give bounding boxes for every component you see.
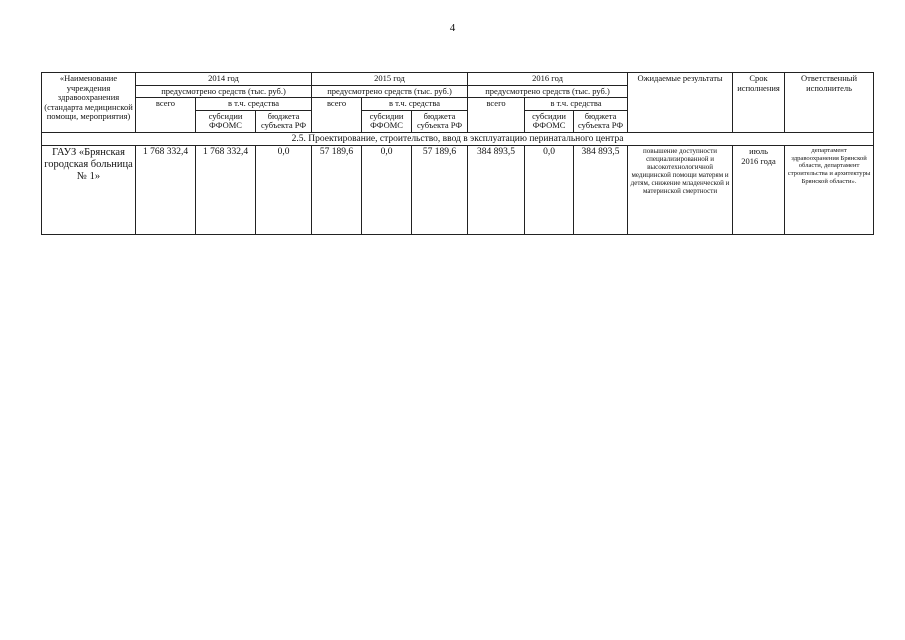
header-total-2014: всего <box>136 98 196 133</box>
responsible-executor: департамент здравоохранения Брянской области, департамент строительства и архитектуры Брянской области». <box>785 146 874 235</box>
header-provided-2016: предусмотрено средств (тыс. руб.) <box>468 85 628 98</box>
header-provided-2014: предусмотрено средств (тыс. руб.) <box>136 85 312 98</box>
header-budget-2016: бюджета субъекта РФ <box>574 110 628 132</box>
subsidy-2015: 0,0 <box>362 146 412 235</box>
section-row <box>42 132 874 146</box>
header-row-1 <box>42 73 874 86</box>
header-total-2015: всего <box>312 98 362 133</box>
total-2014: 1 768 332,4 <box>136 146 196 235</box>
budget-2015: 57 189,6 <box>412 146 468 235</box>
header-year-2015: 2015 год <box>312 73 468 86</box>
page-number: 4 <box>449 22 456 34</box>
expected-results: повышение доступности специализированной и высокотехнологичной медицинской помощи матерям и детям, снижение младенческой и материнской смертности <box>628 146 733 235</box>
budget-2016: 384 893,5 <box>574 146 628 235</box>
header-subsidy-2014: субсидии ФФОМС <box>196 110 256 132</box>
header-budget-2014: бюджета субъекта РФ <box>256 110 312 132</box>
header-executor: Ответственный исполнитель <box>785 73 874 133</box>
table-row <box>42 146 874 235</box>
execution-term <box>733 146 785 235</box>
section-title: 2.5. Проектирование, строительство, ввод в эксплуатацию перинатального центра <box>42 132 874 146</box>
header-year-2016: 2016 год <box>468 73 628 86</box>
term-month: июль <box>749 146 768 157</box>
header-term: Срок исполнения <box>733 73 785 133</box>
subsidy-2014: 1 768 332,4 <box>196 146 256 235</box>
funding-table <box>41 72 874 235</box>
header-results: Ожидаемые результаты <box>628 73 733 133</box>
budget-2014: 0,0 <box>256 146 312 235</box>
header-budget-2015: бюджета субъекта РФ <box>412 110 468 132</box>
header-name: «Наименование учреждения здравоохранения (стандарта медицинской помощи, мероприятия) <box>42 73 136 133</box>
header-total-2016: всего <box>468 98 525 133</box>
header-incl-2015: в т.ч. средства <box>362 98 468 111</box>
header-incl-2014: в т.ч. средства <box>196 98 312 111</box>
total-2016: 384 893,5 <box>468 146 525 235</box>
header-incl-2016: в т.ч. средства <box>525 98 628 111</box>
term-year: 2016 года <box>741 155 776 166</box>
header-subsidy-2015: субсидии ФФОМС <box>362 110 412 132</box>
institution-name: ГАУЗ «Брянская городская больница № 1» <box>42 146 136 235</box>
header-provided-2015: предусмотрено средств (тыс. руб.) <box>312 85 468 98</box>
subsidy-2016: 0,0 <box>525 146 574 235</box>
total-2015: 57 189,6 <box>312 146 362 235</box>
header-year-2014: 2014 год <box>136 73 312 86</box>
header-subsidy-2016: субсидии ФФОМС <box>525 110 574 132</box>
